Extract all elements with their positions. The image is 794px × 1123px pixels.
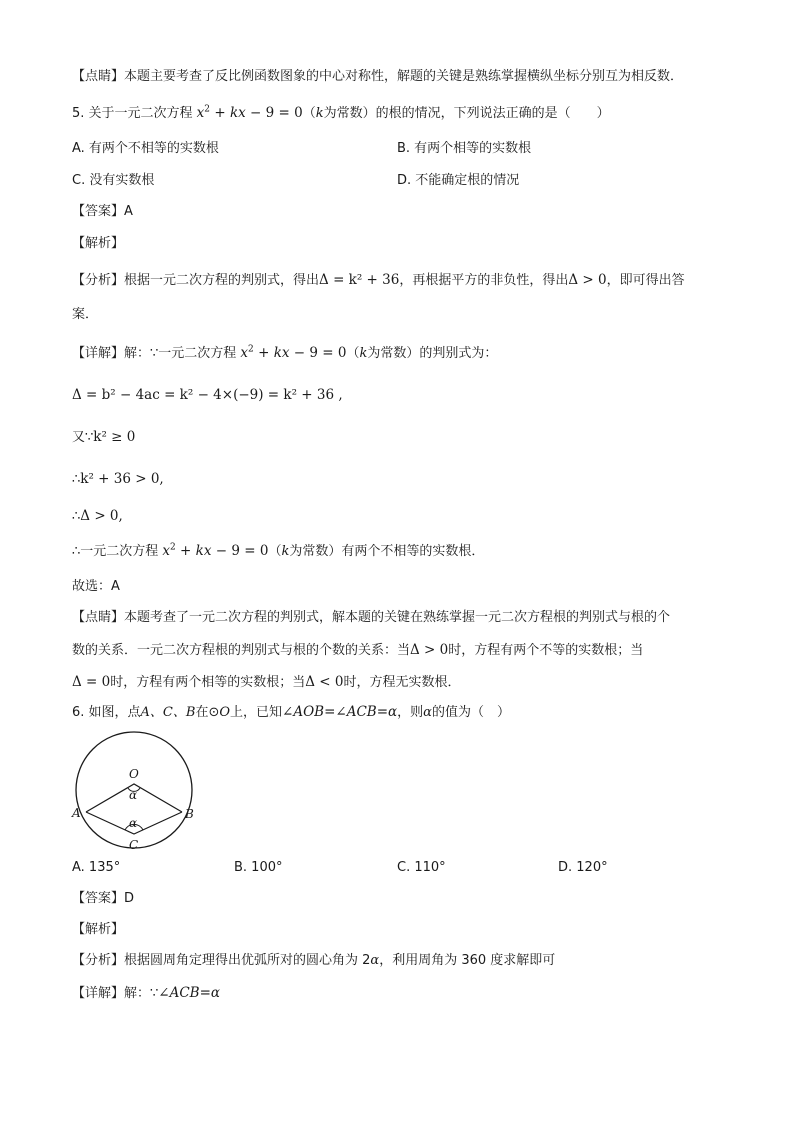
xj-a: 解：∵一元二次方程 bbox=[124, 346, 241, 361]
so-line-2 bbox=[72, 507, 123, 526]
k2gt: k² + 36 > 0, bbox=[80, 471, 164, 487]
so-2: ∴ bbox=[72, 509, 81, 524]
q5-fenxi-cont: 案． bbox=[72, 307, 99, 322]
q5-fenxi bbox=[72, 271, 685, 290]
q5-stem-c: 为常数）的根的情况，下列说法正确的是（ ） bbox=[323, 106, 610, 121]
concl-a: ∴一元二次方程 bbox=[72, 544, 163, 559]
label-alpha-top: α bbox=[129, 788, 138, 802]
q6-stem-a: 6. 如图，点 bbox=[72, 705, 141, 720]
dianjing-text: 本题主要考查了反比例函数图象的中心对称性，解题的关键是熟练掌握横纵坐标分别互为相反数． bbox=[124, 69, 684, 84]
concl-c: 为常数）有两个不相等的实数根． bbox=[289, 544, 485, 559]
q5-jiexi bbox=[72, 235, 124, 253]
fenxi-tag: 【分析】 bbox=[72, 273, 125, 288]
q5-stem-b: （ bbox=[302, 106, 316, 121]
xj-b: （ bbox=[346, 346, 360, 361]
q6-angle-eq: ∠AOB=∠ACB=α bbox=[282, 704, 398, 720]
q6-stem-b: 在⊙ bbox=[195, 705, 220, 720]
xiangjie-tag: 【详解】 bbox=[72, 346, 125, 361]
q6-fenxi-alpha: α bbox=[370, 953, 380, 968]
q5-dianjing-2 bbox=[72, 641, 643, 660]
q5-dianjing-1 bbox=[72, 609, 670, 627]
fenxi-b: ，再根据平方的非负性，得出 bbox=[399, 273, 569, 288]
q6-option-c: C. 110° bbox=[397, 860, 446, 875]
q6-acb: ∠ACB=α bbox=[158, 985, 221, 1001]
q6-stem-d: ，则 bbox=[397, 705, 424, 720]
q5-xiangjie bbox=[72, 344, 497, 363]
answer-tag: 【答案】 bbox=[72, 204, 125, 219]
q6-o: O bbox=[219, 705, 231, 720]
q5-equation: $x^2$ + kx − 9 = 0 bbox=[196, 104, 303, 121]
conclusion-line bbox=[72, 542, 484, 561]
delta-gt-expr: Δ > 0 bbox=[568, 272, 607, 288]
label-alpha-bottom: α bbox=[129, 816, 138, 830]
q6-fenxi-a: 根据圆周角定理得出优弧所对的圆心角为 2 bbox=[124, 953, 371, 968]
dj3-a: 时，方程有两个相等的实数根；当 bbox=[110, 675, 306, 690]
so-line-1 bbox=[72, 470, 164, 489]
jiexi-tag: 【解析】 bbox=[72, 236, 125, 251]
q5-answer bbox=[72, 203, 133, 221]
dj3-delta-eq: Δ = 0 bbox=[72, 674, 111, 690]
q5-option-c: C. 没有实数根 bbox=[72, 173, 155, 188]
xj-k: k bbox=[359, 346, 368, 361]
label-c: C bbox=[129, 838, 139, 852]
q5-option-d: D. 不能确定根的情况 bbox=[397, 173, 520, 188]
q5-answer-value: A bbox=[124, 204, 133, 219]
answer-tag-2: 【答案】 bbox=[72, 891, 125, 906]
you-line bbox=[72, 428, 135, 447]
q6-option-b: B. 100° bbox=[234, 860, 283, 875]
k2ge0: k² ≥ 0 bbox=[93, 429, 136, 445]
q6-stem-e: 的值为（ ） bbox=[431, 705, 510, 720]
q5-stem-a: 5. 关于一元二次方程 bbox=[72, 106, 197, 121]
you-text: 又∵ bbox=[72, 430, 94, 445]
dj2-b: 时，方程有两个不等的实数根；当 bbox=[448, 643, 644, 658]
circle-diagram bbox=[66, 728, 206, 856]
dj2-delta: Δ > 0 bbox=[410, 642, 449, 658]
dgt: Δ > 0, bbox=[80, 508, 123, 524]
dj1: 本题考查了一元二次方程的判别式，解本题的关键在熟练掌握一元二次方程根的判别式与根的个 bbox=[124, 610, 671, 625]
q6-alpha: α bbox=[423, 705, 432, 720]
dianjing-line-1 bbox=[72, 68, 683, 86]
dj2-a: 数的关系．一元二次方程根的判别式与根的个数的关系：当 bbox=[72, 643, 411, 658]
q6-option-a: A. 135° bbox=[72, 860, 121, 875]
q6-fenxi bbox=[72, 952, 555, 970]
dianjing-tag: 【点睛】 bbox=[72, 69, 125, 84]
q6-jiexi bbox=[72, 921, 124, 939]
q5-equation-2: $x^2$ + kx − 9 = 0 bbox=[240, 344, 347, 361]
fenxi-tag-2: 【分析】 bbox=[72, 953, 125, 968]
q5-stem bbox=[72, 104, 610, 123]
delta-k-expr: Δ = k² + 36 bbox=[319, 272, 400, 288]
fenxi-a: 根据一元二次方程的判别式，得出 bbox=[124, 273, 320, 288]
concl-b: （ bbox=[268, 544, 282, 559]
fenxi-c: ，即可得出答 bbox=[606, 273, 685, 288]
q5-equation-3: $x^2$ + kx − 9 = 0 bbox=[162, 542, 269, 559]
dj3-delta-lt: Δ < 0 bbox=[305, 674, 344, 690]
q6-answer-value: D bbox=[124, 891, 135, 906]
q6-answer bbox=[72, 890, 134, 908]
dj3-b: 时，方程无实数根． bbox=[343, 675, 461, 690]
xiangjie-tag-2: 【详解】 bbox=[72, 986, 125, 1001]
dianjing-tag-2: 【点睛】 bbox=[72, 610, 125, 625]
q5-option-a: A. 有两个不相等的实数根 bbox=[72, 141, 219, 156]
q6-stem-c: 上，已知 bbox=[230, 705, 283, 720]
q6-option-d: D. 120° bbox=[558, 860, 608, 875]
so-1: ∴ bbox=[72, 472, 81, 487]
label-b: B bbox=[185, 807, 194, 821]
q6-fenxi-b: ，利用周角为 360 度求解即可 bbox=[379, 953, 556, 968]
discriminant-line: Δ = b² − 4ac = k² − 4×(−9) = k² + 36 , bbox=[72, 387, 343, 403]
q6-xj-a: 解：∵ bbox=[124, 986, 159, 1001]
q5-option-b: B. 有两个相等的实数根 bbox=[397, 141, 532, 156]
label-o: O bbox=[129, 767, 139, 781]
q6-points: A、C、B bbox=[140, 705, 196, 720]
q6-xiangjie bbox=[72, 984, 220, 1003]
q6-stem bbox=[72, 703, 510, 722]
jiexi-tag-2: 【解析】 bbox=[72, 922, 125, 937]
concl-k: k bbox=[281, 544, 290, 559]
q5-k: k bbox=[315, 106, 324, 121]
label-a: A bbox=[72, 806, 81, 820]
guxuan-line: 故选：A bbox=[72, 579, 120, 594]
q5-dianjing-3 bbox=[72, 673, 461, 692]
xj-c: 为常数）的判别式为： bbox=[367, 346, 498, 361]
